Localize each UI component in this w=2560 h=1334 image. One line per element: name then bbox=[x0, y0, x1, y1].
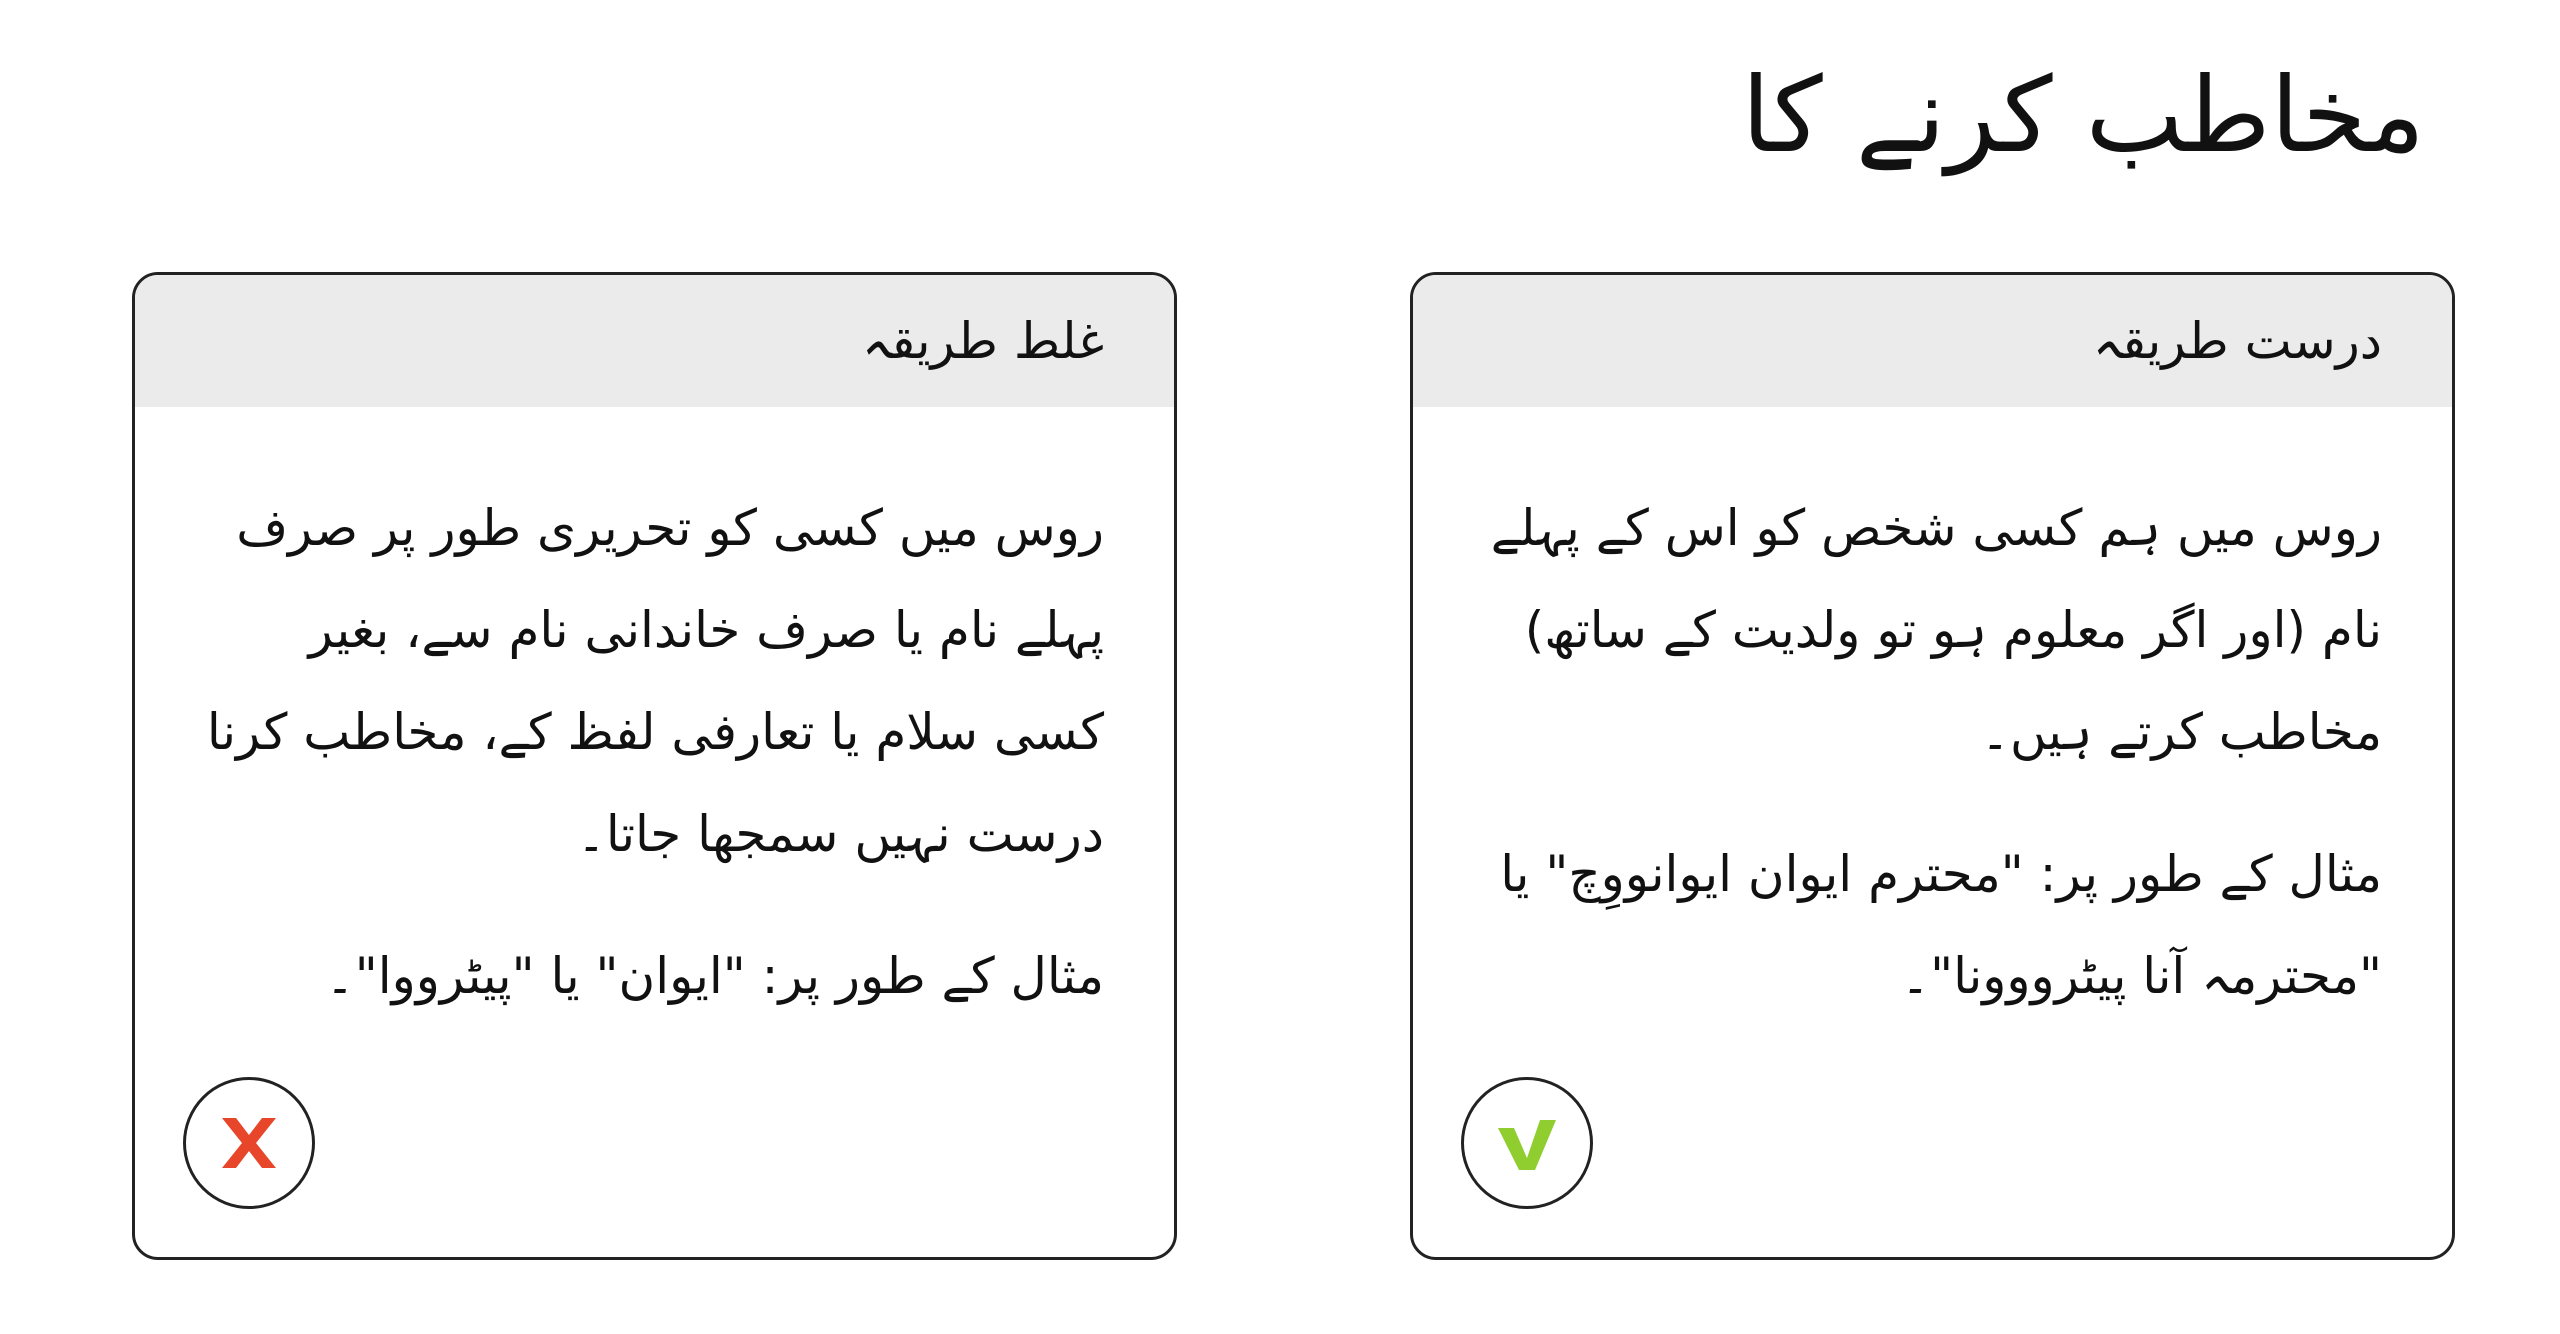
correct-way-example: مثال کے طور پر: "محترم ایوان ایوانووِچ" یا "محترمہ آنا پیٹرووونا"۔ bbox=[1500, 845, 2382, 1005]
correct-way-description: روس میں ہم کسی شخص کو اس کے پہلے نام (اور اگر معلوم ہو تو ولدیت کے ساتھ) مخاطب کرتے ہیں۔ bbox=[1490, 499, 2382, 761]
correct-way-header: درست طریقہ bbox=[1413, 275, 2452, 407]
correct-way-card bbox=[1410, 272, 2455, 1260]
cross-icon bbox=[214, 1108, 284, 1178]
wrong-way-card bbox=[132, 272, 1177, 1260]
correct-way-body bbox=[1413, 407, 2452, 1027]
cross-badge bbox=[183, 1077, 315, 1209]
check-badge bbox=[1461, 1077, 1593, 1209]
page-title: مخاطب کرنے کا bbox=[1741, 54, 2425, 176]
wrong-way-description: روس میں کسی کو تحریری طور پر صرف پہلے نام یا صرف خاندانی نام سے، بغیر کسی سلام یا تعارفی لفظ کے، مخاطب کرنا درست نہیں سمجھا جاتا۔ bbox=[206, 499, 1104, 863]
wrong-way-header: غلط طریقہ bbox=[135, 275, 1174, 407]
wrong-way-example: مثال کے طور پر: "ایوان" یا "پیٹرووا"۔ bbox=[325, 947, 1104, 1005]
wrong-way-body bbox=[135, 407, 1174, 1027]
check-icon bbox=[1492, 1108, 1562, 1178]
